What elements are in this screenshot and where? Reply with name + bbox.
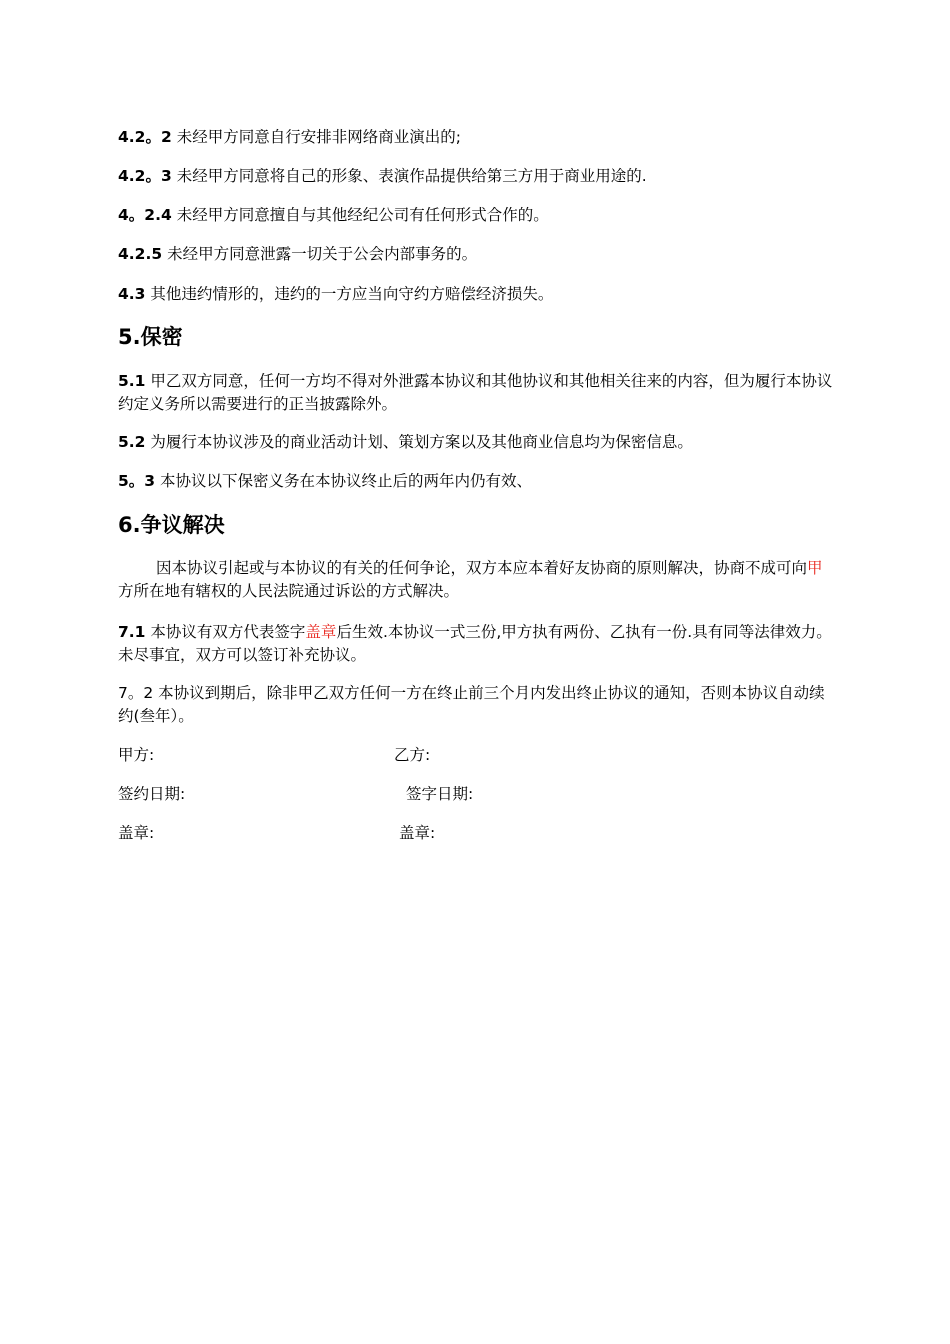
dispute-resolution-paragraph bbox=[118, 557, 833, 603]
sign-date-a-label: 签约日期: bbox=[118, 785, 186, 803]
clause-text: 未经甲方同意泄露一切关于公会内部事务的。 bbox=[167, 245, 478, 263]
clause-text: 本协议以下保密义务在本协议终止后的两年内仍有效、 bbox=[160, 472, 533, 490]
clause-7-2 bbox=[118, 682, 833, 728]
clause-number: 4.2.5 bbox=[118, 245, 163, 263]
party-a-label: 甲方: bbox=[118, 746, 155, 764]
clause-text-a: 本协议有双方代表签字 bbox=[150, 623, 306, 641]
clause-number: 4.2。2 bbox=[118, 128, 172, 146]
clause-number: 7.1 bbox=[118, 623, 146, 641]
clause-text: 甲乙双方同意，任何一方均不得对外泄露本协议和其他协议和其他相关往来的内容，但为履行本协议约定义务所以需要进行的正当披露除外。 bbox=[118, 372, 833, 413]
dispute-text-highlight: 甲 bbox=[807, 559, 823, 577]
clause-number: 4.3 bbox=[118, 285, 146, 303]
clause-text: 为履行本协议涉及的商业活动计划、策划方案以及其他商业信息均为保密信息。 bbox=[150, 433, 693, 451]
clause-text-highlight: 盖章 bbox=[305, 623, 337, 641]
clause-number: 4。2.4 bbox=[118, 206, 172, 224]
clause-4-2-4 bbox=[118, 204, 833, 227]
clause-5-3 bbox=[118, 470, 833, 493]
clause-text: 未经甲方同意将自己的形象、表演作品提供给第三方用于商业用途的. bbox=[176, 167, 647, 185]
seal-a-label: 盖章: bbox=[118, 824, 155, 842]
clause-5-2 bbox=[118, 431, 833, 454]
clause-5-1 bbox=[118, 370, 833, 416]
seal-b-label: 盖章: bbox=[399, 824, 436, 842]
clause-number: 5.2 bbox=[118, 433, 146, 451]
clause-text: 未经甲方同意擅自与其他经纪公司有任何形式合作的。 bbox=[176, 206, 549, 224]
party-b-label: 乙方: bbox=[394, 746, 431, 764]
clause-text-b: 后生效.本协议一式三份,甲方执有两份、乙执有一份.具有同等法律效力。未尽事宜，双方可以签订补充协议。 bbox=[118, 623, 832, 664]
dispute-text-a: 因本协议引起或与本协议的有关的任何争论，双方本应本着好友协商的原则解决，协商不成可向 bbox=[156, 559, 808, 577]
clause-4-2-2 bbox=[118, 126, 833, 149]
clause-text: 7。2 本协议到期后，除非甲乙双方任何一方在终止前三个月内发出终止协议的通知，否则本协议自动续约(叁年）。 bbox=[118, 684, 825, 725]
section-heading-6: 6.争议解决 bbox=[118, 513, 225, 537]
clause-text: 未经甲方同意自行安排非网络商业演出的; bbox=[176, 128, 461, 146]
clause-7-1 bbox=[118, 621, 833, 667]
clause-text: 其他违约情形的，违约的一方应当向守约方赔偿经济损失。 bbox=[150, 285, 554, 303]
clause-number: 5。3 bbox=[118, 472, 156, 490]
dispute-text-b: 方所在地有辖权的人民法院通过诉讼的方式解决。 bbox=[118, 582, 460, 600]
clause-4-3 bbox=[118, 283, 833, 306]
clause-4-2-3 bbox=[118, 165, 833, 188]
clause-number: 5.1 bbox=[118, 372, 146, 390]
sign-date-b-label: 签字日期: bbox=[406, 785, 474, 803]
section-heading-5: 5.保密 bbox=[118, 325, 183, 349]
clause-4-2-5 bbox=[118, 243, 833, 266]
clause-number: 4.2。3 bbox=[118, 167, 172, 185]
